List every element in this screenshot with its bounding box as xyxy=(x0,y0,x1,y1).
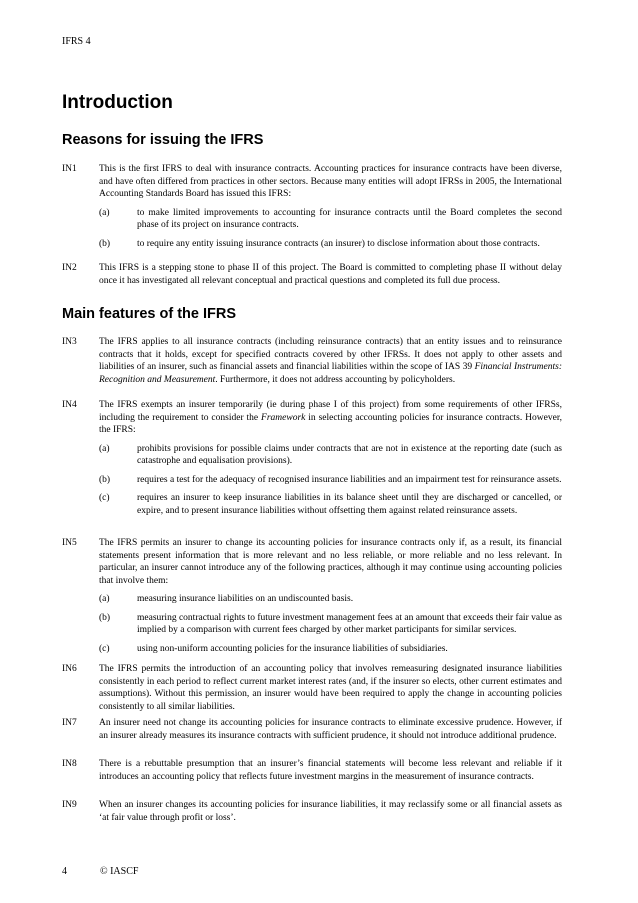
page-number: 4 xyxy=(62,866,67,877)
page-title: Introduction xyxy=(62,92,173,113)
sub-item xyxy=(99,612,562,637)
paragraph-number: IN5 xyxy=(62,538,77,548)
paragraph-in1 xyxy=(62,163,562,250)
sub-item-text: requires an insurer to keep insurance liabilities in its balance sheet until they are discharged or cancelled, or expire, and to present insurance liabilities without offsetting them against related reinsurance assets. xyxy=(137,493,562,516)
paragraph-number: IN6 xyxy=(62,664,77,674)
sub-item-label: (b) xyxy=(99,474,111,485)
sub-item-text: requires a test for the adequacy of recognised insurance liabilities and an impairment test for reinsurance assets. xyxy=(137,474,562,485)
running-header: IFRS 4 xyxy=(62,36,91,47)
paragraph-in3 xyxy=(62,336,562,386)
paragraph-text-part: . Furthermore, it does not address accounting by policyholders. xyxy=(215,374,456,385)
section-heading-reasons: Reasons for issuing the IFRS xyxy=(62,132,264,148)
paragraph-number: IN4 xyxy=(62,400,77,410)
sub-item xyxy=(99,443,562,468)
paragraph-text-part: The IFRS applies to all insurance contracts (including reinsurance contracts) that an entity issues and to reinsurance contracts that it holds, except for specified contracts covered by other IFRSs. It does not apply to other assets and liabilities of an insurer, such as financial assets and financial liabilities within the scope of IAS 39 xyxy=(99,337,562,372)
paragraph-in4 xyxy=(62,399,562,517)
paragraph-text xyxy=(99,399,562,437)
sub-item xyxy=(99,492,562,517)
sub-item xyxy=(99,593,562,606)
paragraph-text-part: The IFRS exempts an insurer temporarily (ie during phase I of this project) from some requirements of other IFRSs, including the requirement to consider the xyxy=(99,400,562,423)
paragraph-in2 xyxy=(62,262,562,287)
paragraph-number: IN2 xyxy=(62,263,77,273)
sub-item-label: (b) xyxy=(99,238,111,249)
sub-item-label: (a) xyxy=(99,443,110,454)
sub-item-label: (c) xyxy=(99,493,110,503)
paragraph-number: IN8 xyxy=(62,759,77,769)
sub-item xyxy=(99,474,562,487)
section-heading-main-features: Main features of the IFRS xyxy=(62,306,237,322)
standard-title-italic: Financial Instruments: Recognition and Measurement xyxy=(99,362,562,385)
paragraph-text: When an insurer changes its accounting policies for insurance liabilities, it may reclassify some or all financial assets as ‘at fair value through profit or loss’. xyxy=(99,800,562,823)
paragraph-text: The IFRS permits the introduction of an accounting policy that involves remeasuring designated insurance liabilities consistently in each period to reflect current market interest rates (and, if the insurer so elects, other current estimates and assumptions). Without this permission, an insurer would have been required to apply the change in accounting policies consistently to all similar liabilities. xyxy=(99,664,562,712)
sub-item-text: to make limited improvements to accounting for insurance contracts until the Board completes the second phase of its project on insurance contracts. xyxy=(137,207,562,230)
paragraph-text: There is a rebuttable presumption that an insurer’s financial statements will become less relevant and reliable if it introduces an accounting policy that reflects future investment margins in the measurement of insurance contracts. xyxy=(99,759,562,782)
paragraph-number: IN7 xyxy=(62,718,77,728)
copyright-notice: © IASCF xyxy=(100,866,139,877)
paragraph-number: IN9 xyxy=(62,800,77,810)
paragraph-in7 xyxy=(62,717,562,742)
paragraph-number: IN3 xyxy=(62,337,77,347)
sub-item-label: (b) xyxy=(99,612,111,623)
paragraph-in9 xyxy=(62,799,562,824)
paragraph-in6 xyxy=(62,663,562,713)
paragraph-number: IN1 xyxy=(62,164,77,174)
paragraph-text: The IFRS permits an insurer to change its accounting policies for insurance contracts only if, as a result, its financial statements present information that is more relevant and no less reliable, or more reliable and no less relevant. In particular, an insurer cannot introduce any of the following practices, although it may continue using accounting policies that involve them: xyxy=(99,538,562,586)
sub-item-text: prohibits provisions for possible claims under contracts that are not in existence at the reporting date (such as catastrophe and equalisation provisions). xyxy=(137,443,562,466)
paragraph-text: An insurer need not change its accounting policies for insurance contracts to eliminate excessive prudence. However, if an insurer already measures its insurance contracts with sufficient prudence, it should not introduce additional prudence. xyxy=(99,718,562,741)
sub-item-label: (c) xyxy=(99,643,110,654)
sub-item-text: to require any entity issuing insurance contracts (an insurer) to disclose information about those contracts. xyxy=(137,238,540,249)
sub-item-label: (a) xyxy=(99,594,110,604)
paragraph-in5 xyxy=(62,537,562,655)
paragraph-text: This IFRS is a stepping stone to phase II of this project. The Board is committed to completing phase II without delay once it has investigated all relevant conceptual and practical questions and completed its full due process. xyxy=(99,263,562,286)
paragraph-in8 xyxy=(62,758,562,783)
sub-item-label: (a) xyxy=(99,207,110,218)
sub-item-text: measuring insurance liabilities on an undiscounted basis. xyxy=(137,594,354,604)
paragraph-text-part: in selecting accounting policies for insurance contracts. However, the IFRS: xyxy=(99,412,562,435)
paragraph-text: This is the first IFRS to deal with insurance contracts. Accounting practices for insurance contracts have been diverse, and have often differed from practices in other sectors. Because many entities will adopt IFRSs in 2005, the International Accounting Standards Board has issued this IFRS: xyxy=(99,164,562,199)
sub-item-text: measuring contractual rights to future investment management fees at an amount that exceeds their fair value as implied by a comparison with current fees charged by other market participants for similar services. xyxy=(137,612,562,635)
sub-item-text: using non-uniform accounting policies for the insurance liabilities of subsidiaries. xyxy=(137,643,448,654)
sub-item xyxy=(99,643,562,656)
paragraph-text xyxy=(99,336,562,386)
framework-italic: Framework xyxy=(261,412,306,423)
sub-item xyxy=(99,238,562,251)
sub-item xyxy=(99,207,562,232)
